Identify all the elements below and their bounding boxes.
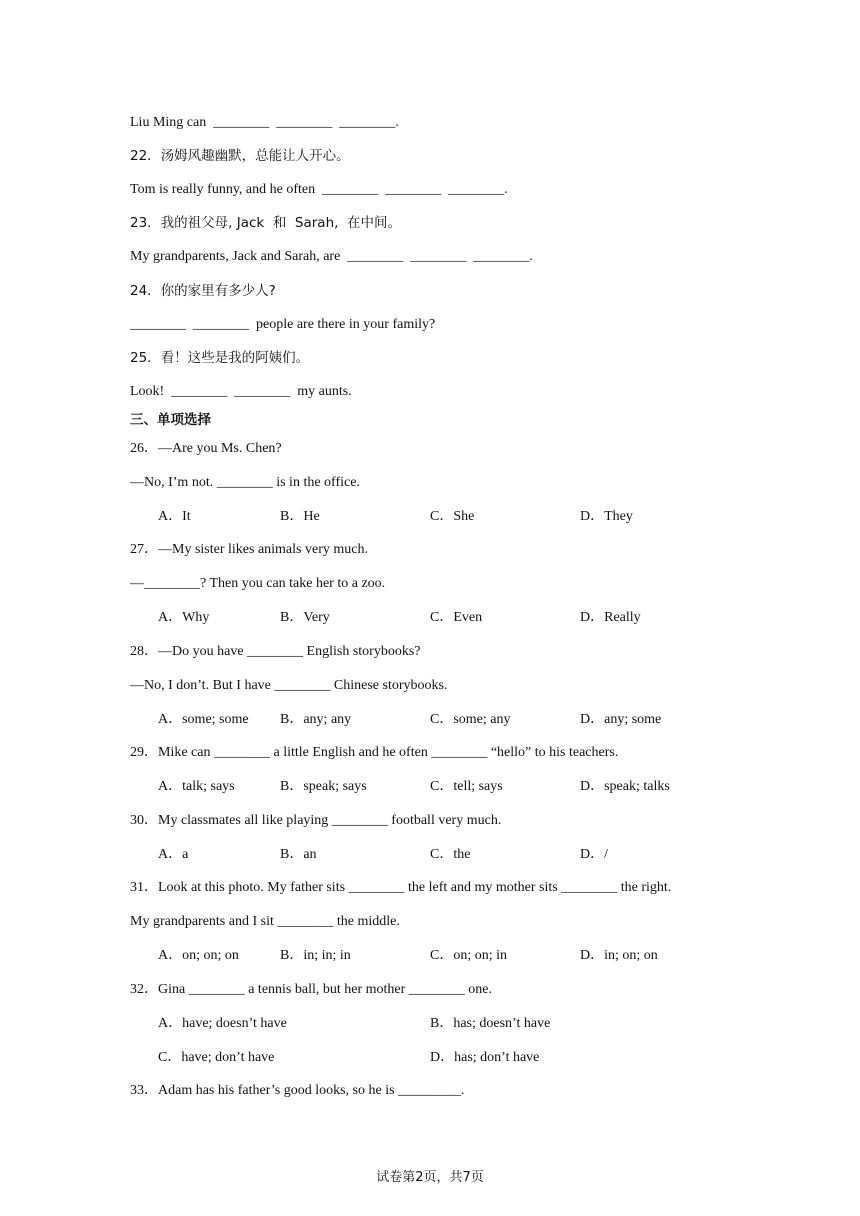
option-b[interactable]: B．any; any: [280, 712, 352, 727]
question-27-stem: 27．—My sister likes animals very much.: [130, 542, 368, 557]
option-d[interactable]: D．Really: [580, 610, 641, 625]
option-c[interactable]: C．the: [430, 847, 471, 862]
option-b[interactable]: B．an: [280, 847, 317, 862]
option-a[interactable]: A．on; on; on: [158, 948, 239, 963]
question-21-answer-line: Liu Ming can ________ ________ ________.: [130, 115, 399, 130]
question-26-stem-2: —No, I’m not. ________ is in the office.: [130, 475, 360, 490]
question-29-stem: 29．Mike can ________ a little English and he often ________ “hello” to his teachers.: [130, 745, 619, 760]
question-24-answer-line: ________ ________ people are there in your family?: [130, 317, 436, 332]
option-d[interactable]: D．speak; talks: [580, 779, 670, 794]
question-30-stem: 30．My classmates all like playing ________ football very much.: [130, 813, 502, 828]
question-25-answer-line: Look! ________ ________ my aunts.: [130, 384, 352, 399]
section-3-heading: 三、单项选择: [130, 412, 211, 428]
question-28-stem: 28．—Do you have ________ English storybooks?: [130, 644, 421, 659]
option-a[interactable]: A．some; some: [158, 712, 249, 727]
option-c[interactable]: C．She: [430, 509, 475, 524]
option-c[interactable]: C．some; any: [430, 712, 511, 727]
question-32-stem: 32．Gina ________ a tennis ball, but her mother ________ one.: [130, 982, 492, 997]
option-a[interactable]: A．have; doesn’t have: [158, 1016, 287, 1031]
question-31-stem-2: My grandparents and I sit ________ the middle.: [130, 914, 400, 929]
option-b[interactable]: B．He: [280, 509, 320, 524]
question-22-prompt: 22．汤姆风趣幽默，总能让人开心。: [130, 148, 350, 164]
option-c[interactable]: C．on; on; in: [430, 948, 508, 963]
option-b[interactable]: B．Very: [280, 610, 330, 625]
option-b[interactable]: B．in; in; in: [280, 948, 351, 963]
question-22-answer-line: Tom is really funny, and he often ________ ________ ________.: [130, 182, 508, 197]
option-d[interactable]: D．They: [580, 509, 633, 524]
page-footer: 试卷第2页，共7页: [376, 1170, 484, 1185]
option-b[interactable]: B．speak; says: [280, 779, 367, 794]
option-d[interactable]: D．has; don’t have: [430, 1050, 540, 1065]
option-a[interactable]: A．a: [158, 847, 189, 862]
question-31-stem: 31．Look at this photo. My father sits ________ the left and my mother sits ________ the right.: [130, 880, 672, 895]
question-26-stem: 26．—Are you Ms. Chen?: [130, 441, 282, 456]
option-c[interactable]: C．Even: [430, 610, 483, 625]
question-27-stem-2: —________? Then you can take her to a zoo.: [130, 576, 386, 591]
option-b[interactable]: B．has; doesn’t have: [430, 1016, 551, 1031]
option-a[interactable]: A．It: [158, 509, 191, 524]
option-d[interactable]: D．/: [580, 847, 608, 862]
question-28-stem-2: —No, I don’t. But I have ________ Chinese storybooks.: [130, 678, 448, 693]
option-a[interactable]: A．talk; says: [158, 779, 235, 794]
question-33-stem: 33．Adam has his father’s good looks, so he is _________.: [130, 1083, 465, 1098]
option-d[interactable]: D．any; some: [580, 712, 662, 727]
option-c[interactable]: C．have; don’t have: [158, 1050, 275, 1065]
option-a[interactable]: A．Why: [158, 610, 210, 625]
option-c[interactable]: C．tell; says: [430, 779, 503, 794]
question-25-prompt: 25．看！这些是我的阿姨们。: [130, 350, 310, 366]
option-d[interactable]: D．in; on; on: [580, 948, 658, 963]
question-24-prompt: 24．你的家里有多少人?: [130, 283, 276, 299]
question-23-answer-line: My grandparents, Jack and Sarah, are ________ ________ ________.: [130, 249, 533, 264]
question-23-prompt: 23．我的祖父母, Jack 和 Sarah, 在中间。: [130, 215, 402, 231]
